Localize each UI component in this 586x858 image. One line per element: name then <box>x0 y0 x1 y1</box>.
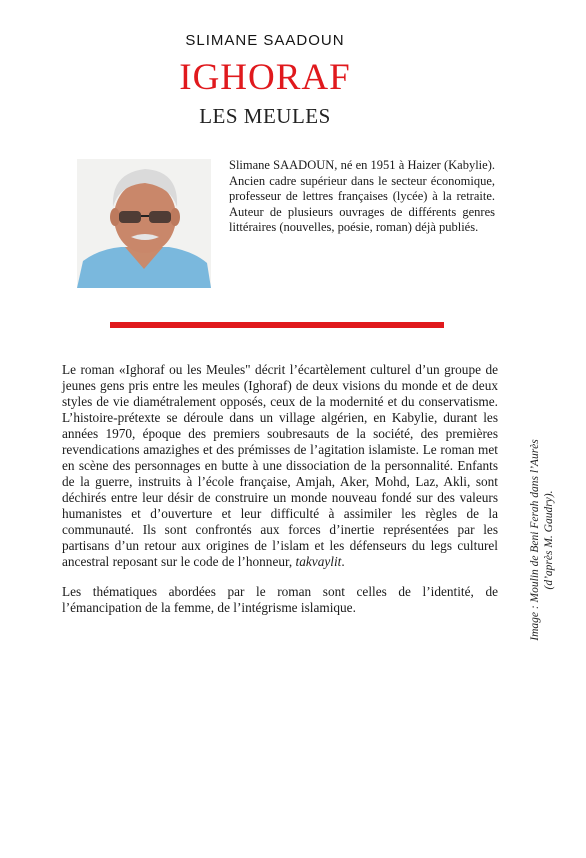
summary-paragraph-1-text: Le roman «Ighoraf ou les Meules" décrit l’écartèlement culturel d’un groupe de jeunes gens pris entre les meules (Ighoraf) de deux visions du monde et de deux styles de vie diamétralement opposés, ceux de la modernité et du conservatisme. L’histoire-prétexte se déroule dans un village algérien, en Kabylie, durant les années 1970, époque des premiers soubresauts de la société, des premières revendications amazighes et des prémisses de l’agitation islamiste. Le roman met en scène des personnages en butte à une dissociation de la personnalité. Enfants de la guerre, instruits à l’école française, Amjah, Aker, Mohd, Laz, Akli, sont déchirés entre leur désir de construire un monde nouveau fondé sur des valeurs humanistes et d’ouverture et leur difficulté à assimiler les règles de la communauté. Ils sont confrontés aux forces d’inertie représentées par les partisans d’un retour aux origines de l’islam et les défenseurs du legs culturel ancestral reposant sur le code de l’honneur, <box>62 362 498 569</box>
author-bio: Slimane SAADOUN, né en 1951 à Haizer (Kabylie). Ancien cadre supérieur dans le secteur économique, professeur de lettres françaises (lycée) à la retraite. Auteur de plusieurs ouvrages de différents genres littéraires (nouvelles, poésie, roman) déjà publiés. <box>229 158 495 235</box>
author-name: SLIMANE SAADOUN <box>185 32 345 49</box>
caption-line-1: Image : Moulin de Beni Ferah dans l’Aurès <box>529 439 541 641</box>
image-caption <box>528 380 556 700</box>
book-summary <box>62 362 498 616</box>
summary-paragraph-2: Les thématiques abordées par le roman sont celles de l’identité, de l’émancipation de la femme, de l’intégrisme islamique. <box>62 584 498 615</box>
red-divider <box>110 322 444 328</box>
caption-line-2: (d’après M. Gaudry). <box>543 490 555 590</box>
summary-italic-term: takvaylit <box>295 554 342 569</box>
summary-paragraph-1-end: . <box>341 554 345 569</box>
author-photo <box>77 159 211 288</box>
book-subtitle: LES MEULES <box>199 104 331 128</box>
book-title: IGHORAF <box>179 57 351 98</box>
summary-paragraph-1 <box>62 362 498 570</box>
